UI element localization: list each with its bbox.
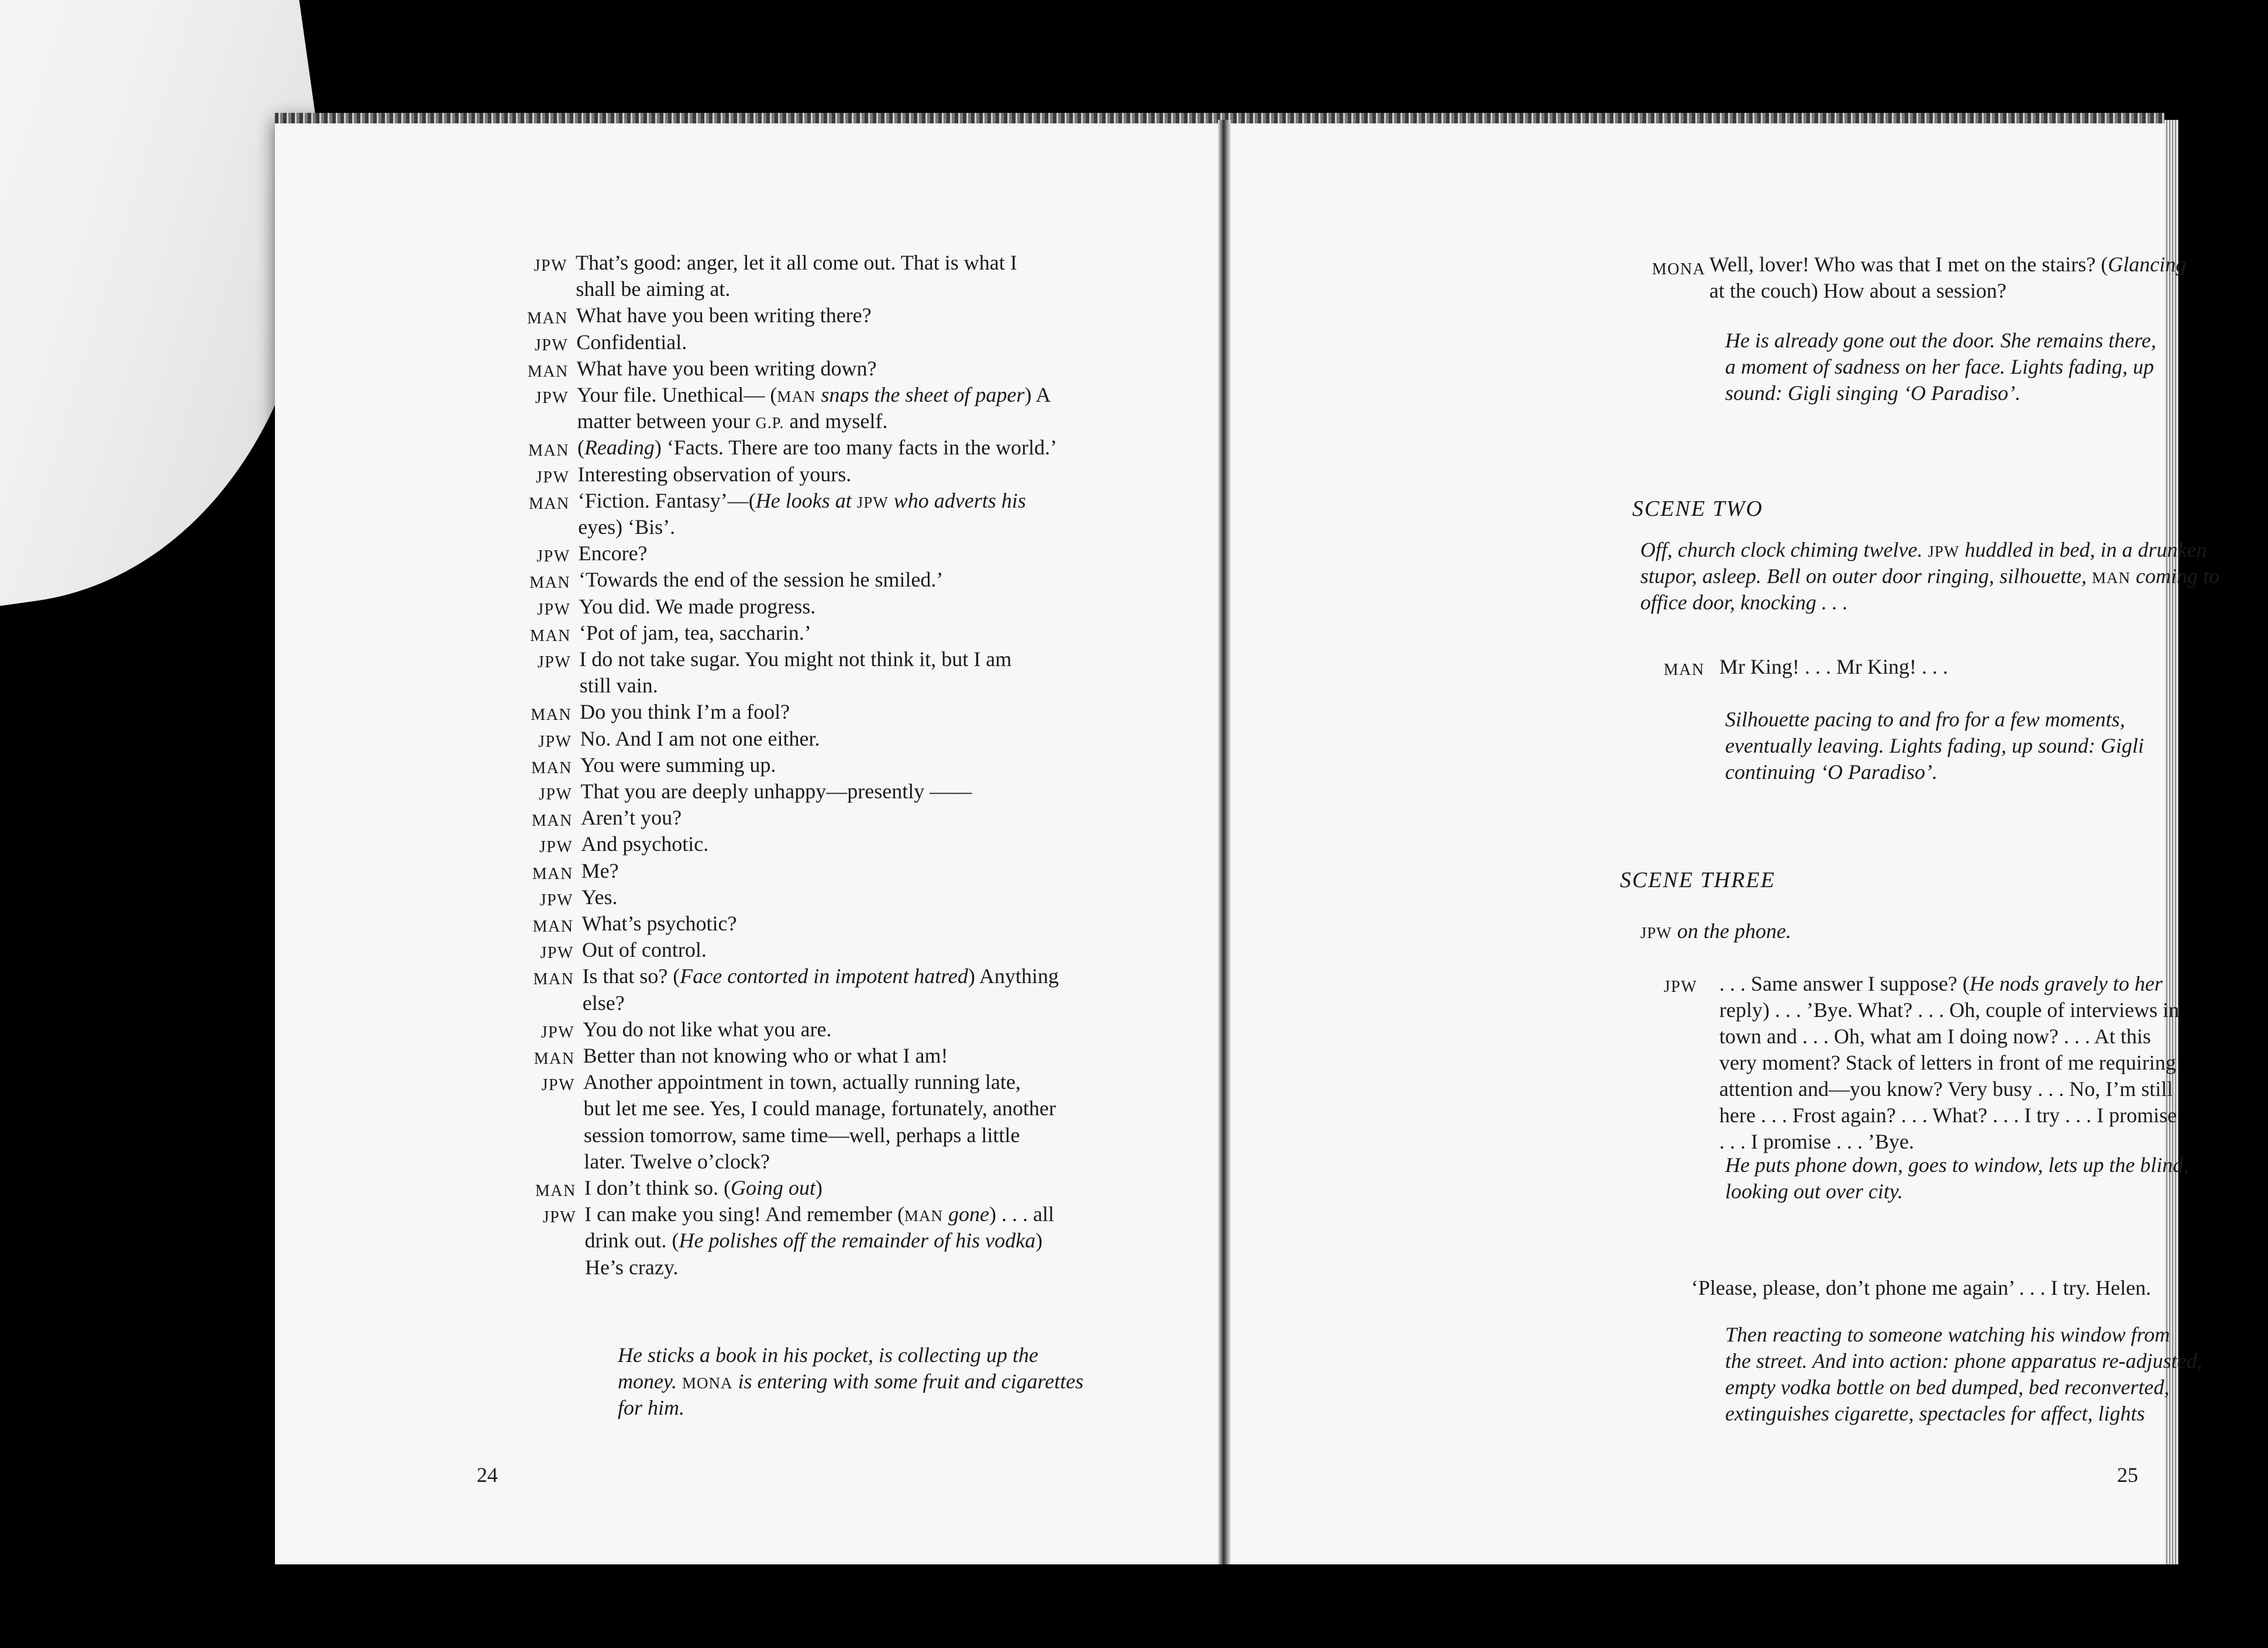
speaker-jpw: JPW (542, 1208, 577, 1227)
dialogue-line: Well, lover! Who was that I met on the stairs? (Glancing (1709, 253, 2187, 276)
direction-line: sound: Gigli singing ‘O Paradiso’. (1725, 381, 2021, 405)
dialogue-line: And psychotic. (581, 832, 709, 856)
dialogue-line: still vain. (579, 674, 658, 698)
dialogue-line: Encore? (578, 542, 648, 566)
dialogue-line: Do you think I’m a fool? (580, 700, 790, 724)
direction-line: Silhouette pacing to and fro for a few moments, (1725, 708, 2125, 731)
dialogue-line: What’s psychotic? (581, 912, 737, 935)
dialogue-line: later. Twelve o’clock? (584, 1149, 770, 1173)
speaker-jpw: JPW (541, 1023, 575, 1042)
dialogue-line: at the couch) How about a session? (1709, 279, 2007, 302)
dialogue-line: shall be aiming at. (576, 277, 731, 301)
scene-three-direction: JPW on the phone. (1640, 919, 1791, 943)
dialogue-line: drink out. (He polishes off the remainder of his vodka) (584, 1229, 1043, 1253)
direction-line: office door, knocking . . . (1640, 591, 1848, 614)
speaker-man: MAN (531, 706, 572, 725)
direction-line: stupor, asleep. Bell on outer door ringing, silhouette, MAN coming to (1640, 564, 2219, 588)
helen-line: ‘Please, please, don’t phone me again’ . . . I try. Helen. (1691, 1276, 2152, 1299)
dialogue-line: session tomorrow, same time—well, perhaps a little (583, 1123, 1020, 1147)
dialogue-line: town and . . . Oh, what am I doing now? . . . At this (1719, 1025, 2151, 1048)
dialogue-line: here . . . Frost again? . . . What? . . . I try . . . I promise (1719, 1104, 2177, 1127)
dialogue-line: reply) . . . ’Bye. What? . . . Oh, couple of interviews in (1719, 998, 2180, 1022)
dialogue-line: Me? (581, 859, 619, 882)
dialogue-line: ‘Fiction. Fantasy’—(He looks at JPW who adverts his (577, 488, 1026, 512)
speaker-man: MAN (529, 574, 571, 592)
speaker-jpw: JPW (534, 336, 569, 354)
dialogue-line: I don’t think so. (Going out) (584, 1176, 823, 1199)
direction-line: eventually leaving. Lights fading, up sound: Gigli (1725, 734, 2144, 757)
direction-line: the street. And into action: phone apparatus re-adjusted, (1725, 1349, 2202, 1373)
direction-line: for him. (618, 1396, 685, 1419)
speaker-jpw: JPW (537, 600, 571, 619)
speaker-man: MAN (531, 759, 572, 777)
dialogue-line: I can make you sing! And remember (MAN gone) . . . all (584, 1202, 1054, 1226)
speaker-jpw: JPW (538, 732, 572, 751)
scene-three-heading: SCENE THREE (1620, 868, 1775, 892)
speaker-man: MAN (1664, 661, 1705, 679)
book-spread (275, 120, 2219, 1564)
direction-line: a moment of sadness on her face. Lights fading, up (1725, 355, 2154, 378)
dialogue-line: Is that so? (Face contorted in impotent hatred) Anything (582, 964, 1059, 988)
speaker-jpw: JPW (536, 547, 570, 566)
dialogue-line: What have you been writing there? (576, 304, 872, 327)
dialogue-line: That you are deeply unhappy—presently —— (580, 780, 972, 803)
left-page (275, 120, 1218, 1564)
dialogue-line: I do not take sugar. You might not think it, but I am (579, 647, 1012, 671)
speaker-man: MAN (535, 1182, 576, 1200)
speaker-man: MAN (531, 812, 573, 830)
dialogue-line: That’s good: anger, let it all come out. That is what I (576, 251, 1017, 274)
dialogue-line: No. And I am not one either. (580, 726, 820, 750)
direction-line: continuing ‘O Paradiso’. (1725, 760, 1937, 784)
dialogue-line: Interesting observation of yours. (577, 462, 852, 486)
speaker-jpw: JPW (1664, 978, 1698, 996)
direction-line: Then reacting to someone watching his window from (1725, 1323, 2170, 1346)
speaker-man: MAN (534, 1050, 575, 1068)
speaker-man: MAN (530, 626, 571, 645)
dialogue-line: You do not like what you are. (583, 1017, 832, 1041)
page-number-left: 24 (477, 1463, 498, 1487)
speaker-jpw: JPW (537, 653, 572, 671)
speaker-man: MAN (527, 362, 569, 381)
speaker-man: MAN (527, 309, 568, 328)
dialogue-line: matter between your G.P. and myself. (577, 409, 888, 433)
speaker-jpw: JPW (541, 1076, 576, 1095)
speaker-jpw: JPW (535, 468, 570, 487)
scene-two-heading: SCENE TWO (1632, 497, 1763, 521)
speaker-jpw: JPW (539, 785, 573, 804)
speaker-man: MAN (532, 918, 574, 936)
direction-line: He is already gone out the door. She remains there, (1725, 329, 2156, 352)
speaker-jpw: JPW (535, 389, 569, 407)
dialogue-line: Your file. Unethical— (MAN snaps the sheet of paper) A (577, 383, 1051, 406)
speaker-man: MAN (533, 970, 574, 989)
dialogue-line: Yes. (581, 885, 618, 909)
right-page (1231, 120, 2219, 1564)
dialogue-line: You did. We made progress. (579, 594, 816, 618)
dialogue-line: ‘Towards the end of the session he smiled.’ (579, 568, 944, 592)
dialogue-line: Aren’t you? (580, 806, 682, 830)
speaker-man: MAN (528, 494, 570, 513)
direction-line: Off, church clock chiming twelve. JPW huddled in bed, in a drunken (1640, 538, 2207, 561)
dialogue-line: He’s crazy. (584, 1255, 679, 1279)
dialogue-line: . . . I promise . . . ’Bye. (1719, 1130, 1914, 1153)
speaker-jpw: JPW (540, 944, 574, 963)
direction-line: money. MONA is entering with some fruit and cigarettes (618, 1370, 1084, 1393)
speaker-man: MAN (528, 442, 569, 460)
dialogue-line: Confidential. (576, 330, 687, 354)
dialogue-line: ‘Pot of jam, tea, saccharin.’ (579, 620, 811, 644)
book-gutter (1218, 120, 1231, 1564)
dialogue-line: else? (582, 991, 625, 1015)
direction-line: looking out over city. (1725, 1180, 1903, 1203)
dialogue-line: You were summing up. (580, 753, 776, 777)
speaker-jpw: JPW (539, 838, 573, 857)
dialogue-line: . . . Same answer I suppose? (He nods gravely to her (1719, 972, 2163, 995)
speaker-mona: MONA (1652, 260, 1706, 278)
speaker-jpw: JPW (534, 257, 567, 275)
dialogue-line: very moment? Stack of letters in front of me requiring (1719, 1051, 2176, 1074)
dialogue-line: attention and—you know? Very busy . . . No, I’m still (1719, 1077, 2173, 1101)
page-number-right: 25 (2117, 1463, 2138, 1487)
dialogue-line: Another appointment in town, actually running late, (583, 1070, 1021, 1094)
speaker-man: MAN (532, 864, 573, 883)
dialogue-line: but let me see. Yes, I could manage, fortunately, another (583, 1097, 1056, 1120)
direction-line: extinguishes cigarette, spectacles for affect, lights (1725, 1402, 2145, 1425)
dialogue-line: Better than not knowing who or what I am! (583, 1044, 948, 1067)
dialogue-line: eyes) ‘Bis’. (578, 515, 676, 539)
direction-line: He puts phone down, goes to window, lets up the blind, (1725, 1153, 2189, 1177)
direction-line: He sticks a book in his pocket, is collecting up the (618, 1343, 1038, 1367)
direction-line: empty vodka bottle on bed dumped, bed reconverted, (1725, 1375, 2170, 1399)
man-line: Mr King! . . . Mr King! . . . (1719, 655, 1948, 678)
dialogue-line: (Reading) ‘Facts. There are too many facts in the world.’ (577, 436, 1058, 460)
dialogue-line: What have you been writing down? (576, 356, 877, 380)
speaker-jpw: JPW (539, 891, 574, 909)
dialogue-line: Out of control. (581, 938, 707, 962)
